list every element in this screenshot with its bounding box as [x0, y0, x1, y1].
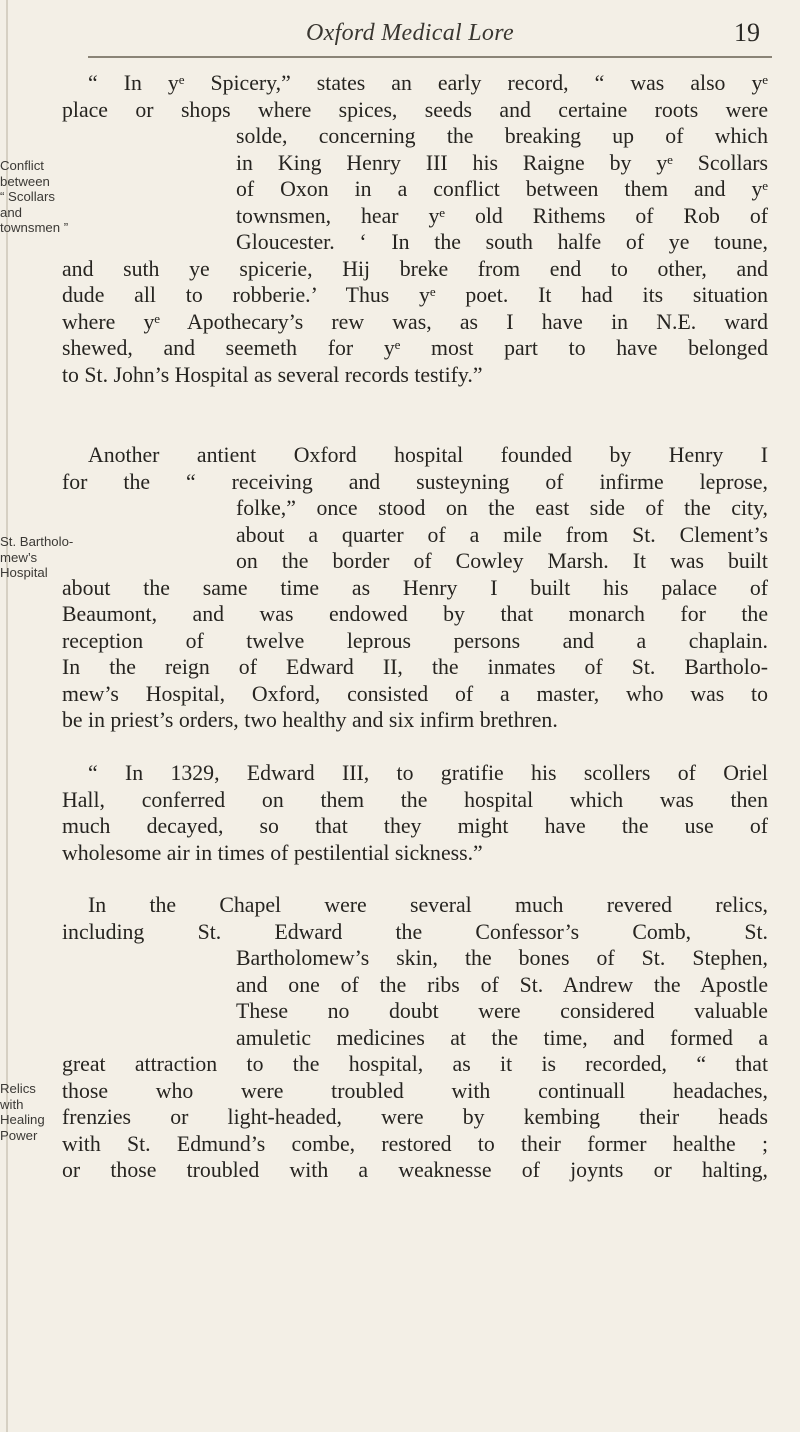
margin-note-line: with — [0, 1096, 24, 1112]
text-line: Another antient Oxford hospital founded by Henry I — [88, 443, 768, 467]
text-line: be in priest’s orders, two healthy and six infirm brethren. — [62, 708, 558, 733]
text-line: Hall, conferred on them the hospital which was then — [62, 787, 768, 812]
text-line: much decayed, so that they might have the use of — [62, 814, 768, 839]
text-line: Bartholomew’s skin, the bones of St. Stephen, — [236, 946, 768, 971]
text-line: about a quarter of a mile from St. Clement’s — [236, 522, 768, 547]
text-line: and suth ye spicerie, Hij breke from end to other, and — [62, 256, 768, 281]
text-line: great attraction to the hospital, as it is recorded, “ that — [62, 1052, 768, 1077]
margin-note-line: “ Scollars — [0, 189, 55, 205]
paragraph-st-bartholomew — [62, 442, 768, 734]
text-line: dude all to robberie.’ Thus yᵉ poet. It had its situation — [62, 283, 768, 308]
margin-note-line: townsmen ” — [0, 220, 69, 236]
text-line: Beaumont, and was endowed by that monarch for the — [62, 602, 768, 627]
margin-note-line: Relics — [0, 1081, 36, 1096]
text-line: In the Chapel were several much revered relics, — [88, 893, 768, 917]
margin-note-line: Conflict — [0, 158, 44, 173]
text-line: wholesome air in times of pestilential sickness.” — [62, 840, 483, 865]
text-line: “ In yᵉ Spicery,” states an early record, “ was also yᵉ — [88, 71, 768, 95]
margin-note-line: St. Bartholo- — [0, 534, 74, 549]
text-line: to St. John’s Hospital as several records testify.” — [62, 363, 483, 388]
text-line: including St. Edward the Confessor’s Comb, St. — [62, 919, 768, 944]
text-line: amuletic medicines at the time, and formed a — [236, 1025, 768, 1050]
margin-note-line: Healing — [0, 1112, 45, 1128]
text-line: for the “ receiving and susteyning of infirme leprose, — [62, 469, 768, 494]
text-line: and one of the ribs of St. Andrew the Apostle — [236, 972, 768, 997]
text-line: townsmen, hear yᵉ old Rithems of Rob of — [236, 203, 768, 228]
text-line: with St. Edmund’s combe, restored to their former healthe ; — [62, 1131, 768, 1156]
page-header — [60, 10, 760, 50]
margin-note-line: Hospital — [0, 565, 48, 581]
running-title: Oxford Medical Lore — [306, 20, 514, 46]
margin-note-line: and — [0, 204, 23, 220]
page-number: 19 — [734, 18, 760, 47]
text-line: folke,” once stood on the east side of the city, — [236, 496, 768, 521]
header-rule — [88, 56, 772, 58]
text-line: place or shops where spices, seeds and certaine roots were — [62, 97, 768, 122]
text-line: in King Henry III his Raigne by yᵉ Scollars — [236, 150, 768, 175]
margin-note-line: Power — [0, 1127, 38, 1143]
text-line: or those troubled with a weaknesse of joynts or halting, — [62, 1158, 768, 1183]
text-line: on the border of Cowley Marsh. It was built — [236, 549, 768, 574]
text-line: about the same time as Henry I built his palace of — [62, 575, 768, 600]
text-line: where yᵉ Apothecary’s rew was, as I have in N.E. ward — [62, 309, 768, 334]
margin-note-line: mew’s — [0, 549, 38, 565]
paragraph-edward-iii — [62, 760, 768, 866]
text-line: mew’s Hospital, Oxford, consisted of a master, who was to — [62, 681, 768, 706]
text-line: frenzies or light-headed, were by kembing their heads — [62, 1105, 768, 1130]
text-line: solde, concerning the breaking up of which — [236, 124, 768, 149]
text-line: shewed, and seemeth for yᵉ most part to have belonged — [62, 336, 768, 361]
text-line: those who were troubled with continuall headaches, — [62, 1078, 768, 1103]
text-line: These no doubt were considered valuable — [236, 999, 768, 1024]
text-line: Gloucester. ‘ In the south halfe of ye toune, — [236, 230, 768, 255]
paragraph-relics — [62, 892, 768, 1184]
text-line: “ In 1329, Edward III, to gratifie his scollers of Oriel — [88, 761, 768, 785]
text-line: of Oxon in a conflict between them and yᵉ — [236, 177, 768, 202]
paragraph-spicery — [62, 70, 768, 389]
text-line: reception of twelve leprous persons and a chaplain. — [62, 628, 768, 653]
margin-note-line: between — [0, 173, 50, 189]
text-line: In the reign of Edward II, the inmates of St. Bartholo- — [62, 655, 768, 680]
